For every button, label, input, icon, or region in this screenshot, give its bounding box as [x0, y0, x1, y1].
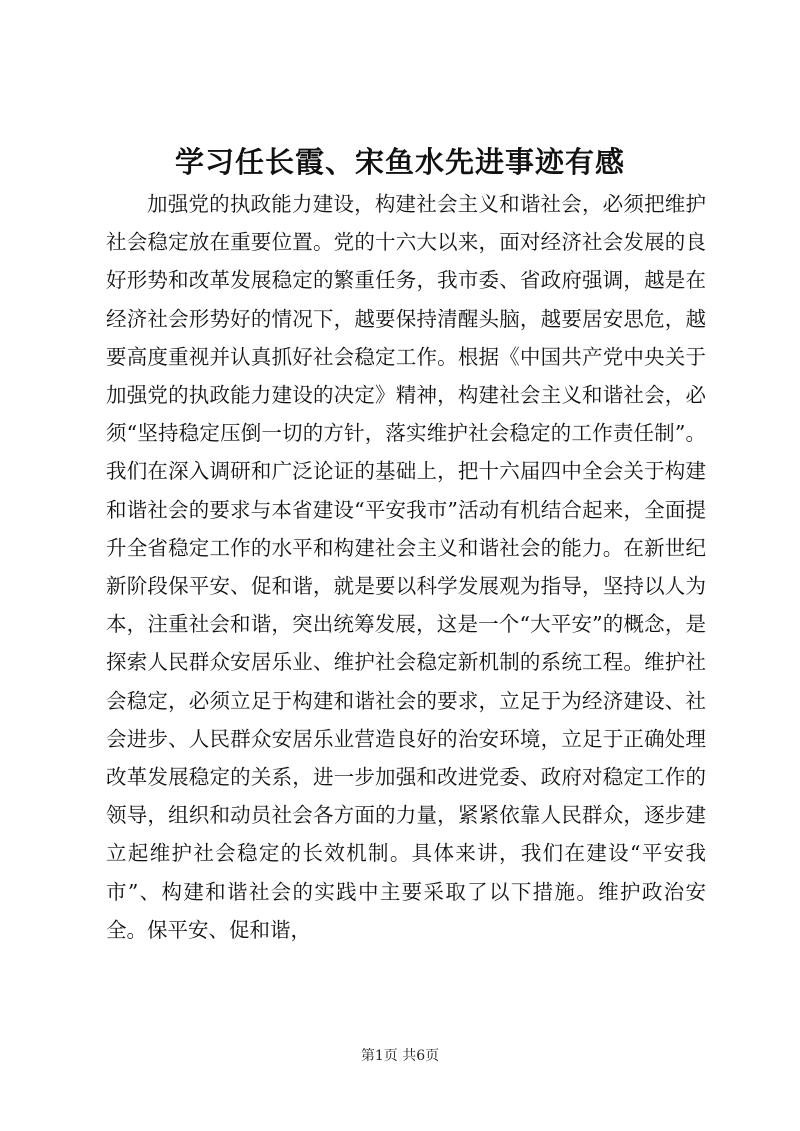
page-footer: 第1页 共6页: [360, 1048, 440, 1064]
document-title: 学习任长霞、宋鱼水先进事迹有感: [174, 145, 625, 179]
body-paragraph: 加强党的执政能力建设，构建社会主义和谐社会，必须把维护社会稳定放在重要位置。党的十六大以来，面对经济社会发展的良好形势和改革发展稳定的繁重任务，我市委、省政府强调，越是在经济社会形势好的情况下，越要保持清醒头脑，越要居安思危，越要高度重视并认真抓好社会稳定工作。根据《中国共产党中央关于加强党的执政能力建设的决定》精神，构建社会主义和谐社会，必须“坚持稳定压倒一切的方针，落实维护社会稳定的工作责任制”。我们在深入调研和广泛论证的基础上，把十六届四中全会关于构建和谐社会的要求与本省建设“平安我市”活动有机结合起来，全面提升全省稳定工作的水平和构建社会主义和谐社会的能力。在新世纪新阶段保平安、促和谐，就是要以科学发展观为指导，坚持以人为本，注重社会和谐，突出统筹发展，这是一个“大平安”的概念，是探索人民群众安居乐业、维护社会稳定新机制的系统工程。维护社会稳定，必须立足于构建和谐社会的要求，立足于为经济建设、社会进步、人民群众安居乐业营造良好的治安环境，立足于正确处理改革发展稳定的关系，进一步加强和改进党委、政府对稳定工作的领导，组织和动员社会各方面的力量，紧紧依靠人民群众，逐步建立起维护社会稳定的长效机制。具体来讲，我们在建设“平安我市”、构建和谐社会的实践中主要采取了以下措施。维护政治安全。保平安、促和谐，: [106, 192, 706, 942]
